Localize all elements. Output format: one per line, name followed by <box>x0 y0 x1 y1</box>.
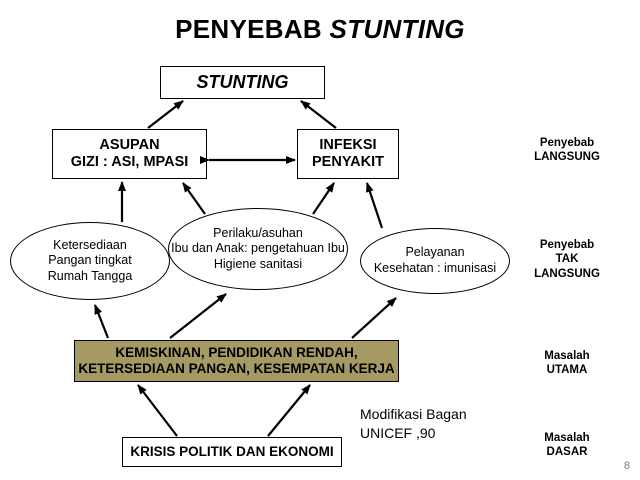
label-tak-langsung-line1: Penyebab <box>539 239 595 251</box>
label-langsung-line1: Penyebab <box>539 137 595 149</box>
node-pelayanan-line2: Kesehatan : imunisasi <box>373 261 497 275</box>
node-kemiskinan-line2: KETERSEDIAAN PANGAN, KESEMPATAN KERJA <box>78 361 395 376</box>
page-title-part2: STUNTING <box>329 14 465 44</box>
label-dasar-line2: DASAR <box>546 446 588 459</box>
page-title <box>0 14 640 45</box>
node-asupan-line2: GIZI : ASI, MPASI <box>70 154 189 170</box>
node-perilaku-asuhan <box>168 208 348 290</box>
node-asupan-gizi <box>52 129 207 179</box>
node-perilaku-line1: Perilaku/asuhan <box>213 225 303 240</box>
node-kemiskinan-line1: KEMISKINAN, PENDIDIKAN RENDAH, <box>115 345 358 361</box>
source-note-line1: Modifikasi Bagan <box>360 406 467 422</box>
label-penyebab-tak-langsung <box>512 238 622 281</box>
label-tak-langsung-line3: LANGSUNG <box>534 267 600 280</box>
source-note <box>360 405 467 443</box>
node-ketersediaan-pangan <box>10 222 170 300</box>
node-infeksi-penyakit <box>297 129 399 179</box>
label-utama-line1: Masalah <box>544 350 590 362</box>
label-masalah-dasar <box>512 431 622 460</box>
node-kemiskinan <box>74 340 399 382</box>
node-perilaku-line3: Higiene sanitasi <box>213 256 303 271</box>
source-note-line2: UNICEF ,90 <box>360 424 436 441</box>
label-masalah-utama <box>512 349 622 378</box>
node-pangan-line3: Rumah Tangga <box>47 268 133 283</box>
node-asupan-line1: ASUPAN <box>99 137 160 154</box>
node-krisis-politik-ekonomi <box>122 437 342 467</box>
node-perilaku-line2: Ibu dan Anak: pengetahuan Ibu <box>171 241 345 256</box>
node-pangan-line2: Pangan tingkat <box>48 253 132 268</box>
node-pelayanan-kesehatan <box>360 228 510 294</box>
label-tak-langsung-line2: TAK <box>555 253 579 266</box>
node-krisis-label: KRISIS POLITIK DAN EKONOMI <box>130 444 334 460</box>
node-stunting <box>160 66 325 99</box>
label-utama-line2: UTAMA <box>546 364 588 377</box>
page-number: 8 <box>623 460 630 472</box>
label-langsung-line2: LANGSUNG <box>534 151 600 164</box>
label-dasar-line1: Masalah <box>544 432 590 444</box>
node-pelayanan-line1: Pelayanan <box>405 245 465 260</box>
page-title-part1: PENYEBAB <box>175 14 330 44</box>
label-penyebab-langsung <box>512 136 622 165</box>
node-stunting-label: STUNTING <box>196 72 289 93</box>
node-pangan-line1: Ketersediaan <box>53 237 127 252</box>
node-infeksi-line1: INFEKSI <box>319 137 377 154</box>
node-infeksi-line2: PENYAKIT <box>312 154 384 170</box>
